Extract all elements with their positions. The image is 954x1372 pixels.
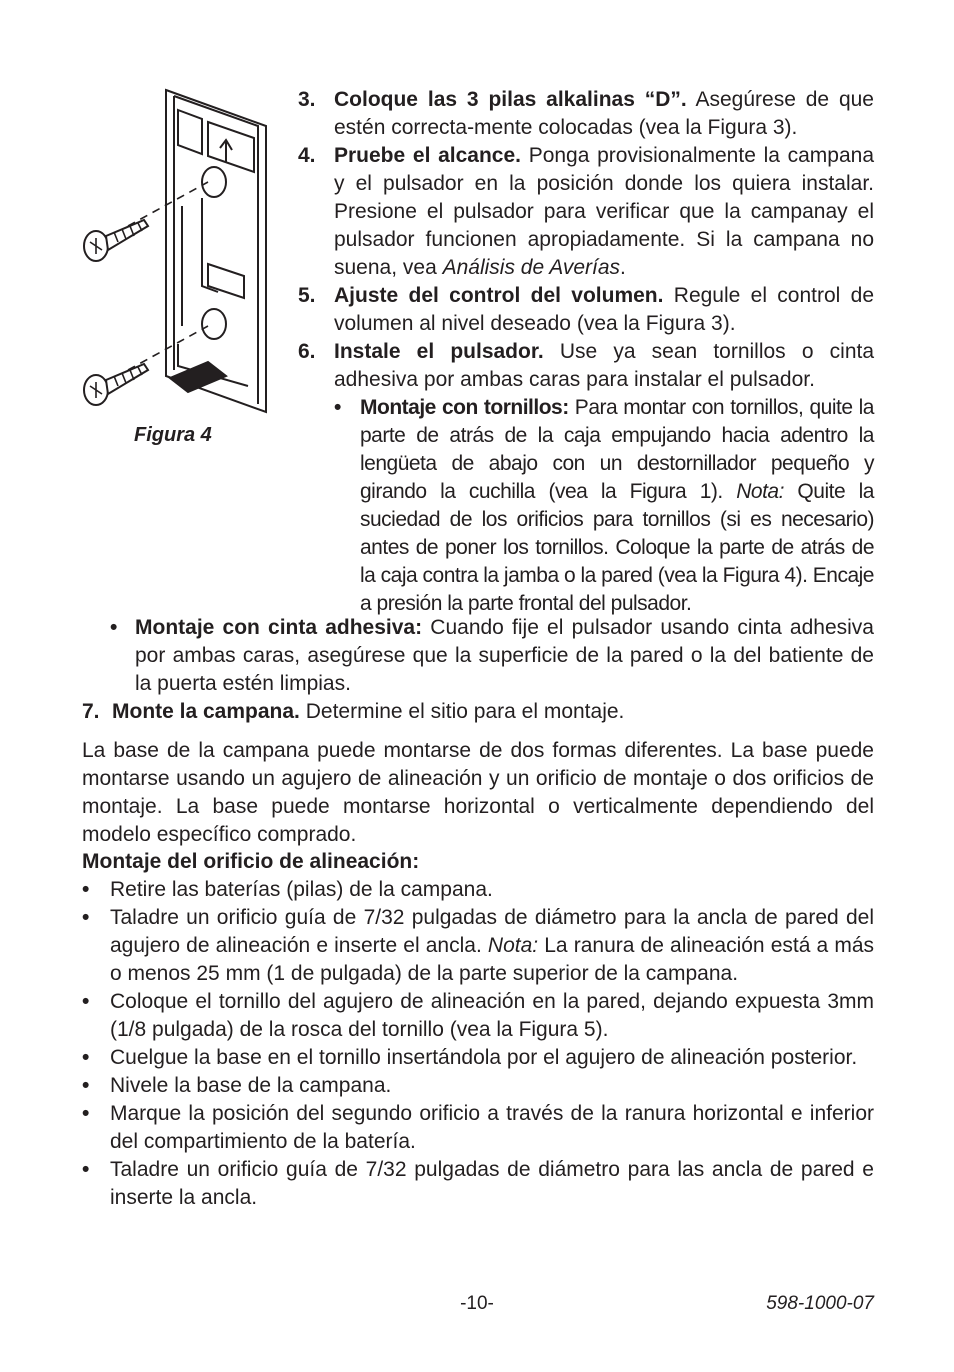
bullet-marker: • [110, 616, 118, 639]
note-label: Nota: [487, 934, 539, 957]
step-number: 7. [82, 700, 100, 723]
step-number: 4. [298, 144, 316, 167]
bullet-marker: • [82, 1158, 90, 1181]
step-title: Instale el pulsador. [334, 340, 544, 363]
list-item-text: Taladre un orificio guía de 7/32 pulgadas de diámetro para la ancla de pared del agujero de alineación e inserte el ancla. [110, 906, 874, 957]
bullet-screw-mounting [334, 394, 874, 618]
step-title: Coloque las 3 pilas alkalinas “D”. [334, 88, 687, 111]
list-item [82, 1156, 874, 1212]
step-reference: Análisis de Averías [442, 256, 621, 279]
bullet-marker: • [82, 990, 90, 1013]
bullet-marker: • [334, 396, 341, 419]
bullet-marker: • [82, 878, 90, 901]
note-label: Nota: [736, 480, 784, 503]
document-code: 598-1000-07 [766, 1293, 874, 1314]
page-number: -10- [460, 1293, 494, 1314]
push-button-mounting-diagram [78, 86, 278, 416]
bullet-marker: • [82, 1102, 90, 1125]
bullet-text: Para montar con tornillos, quite la parte de atrás de la caja empujando hacia adentro la lengüeta de abajo con un destornillador pequeño y girando la cuchilla (vea la Figura 1). [360, 396, 874, 503]
list-item [82, 876, 874, 904]
step-text: Asegúrese de que estén correcta-mente colocadas (vea la Figura 3). [334, 88, 874, 139]
list-item [82, 988, 874, 1044]
list-item-text: Cuelgue la base en el tornillo insertándola por el agujero de alineación posterior. [110, 1046, 858, 1069]
list-item [82, 904, 874, 988]
bullet-title: Montaje con cinta adhesiva: [135, 616, 423, 639]
step-4 [298, 142, 874, 282]
step-7 [82, 698, 874, 726]
step-text: Regule el control de volumen al nivel deseado (vea la Figura 3). [334, 284, 875, 335]
step-text: Ponga provisionalmente la campana y el pulsador en la posición donde los quiera instalar. Presione el pulsador para verificar que la campanay el pulsador funcionen apropiadamente. Si la campana no suena, vea [334, 144, 874, 279]
step-title: Monte la campana. [112, 700, 300, 723]
step-text: Use ya sean tornillos o cinta adhesiva por ambas caras para instalar el pulsador. [334, 340, 875, 391]
steps-list-top [298, 86, 874, 618]
figure-caption: Figura 4 [134, 424, 212, 446]
bullet-marker: • [82, 1074, 90, 1097]
bullet-text: Cuando fije el pulsador usando cinta adhesiva por ambas caras, asegúrese que la superficie de la pared o la del batiente de la puerta estén limpias. [135, 616, 874, 695]
bullet-tape-mounting [110, 614, 874, 698]
list-item-text-end: La ranura de alineación está a más o menos 25 mm (1 de pulgada) de la parte superior de la campana. [110, 934, 874, 985]
bullet-title: Montaje con tornillos: [360, 396, 569, 419]
alignment-section [82, 848, 874, 1212]
step-3 [298, 86, 874, 142]
body-paragraph: La base de la campana puede montarse de dos formas diferentes. La base puede montarse usando un agujero de alineación y un orificio de montaje o dos orificios de montaje. La base puede montarse horizontal o verticalmente dependiendo del modelo específico comprado. [82, 739, 874, 846]
figure-4-illustration [78, 86, 278, 416]
step-number: 5. [298, 284, 316, 307]
step-number: 6. [298, 340, 316, 363]
list-item [82, 1044, 874, 1072]
screw-lower-icon [84, 364, 148, 405]
step-number: 3. [298, 88, 316, 111]
list-item [82, 1072, 874, 1100]
list-item-text: Marque la posición del segundo orificio a través de la ranura horizontal e inferior del compartimiento de la batería. [110, 1102, 874, 1153]
list-item-text: Nivele la base de la campana. [110, 1074, 392, 1097]
step-title: Pruebe el alcance. [334, 144, 521, 167]
bullet-marker: • [82, 1046, 90, 1069]
list-item [82, 1100, 874, 1156]
step-6 [298, 338, 874, 394]
section-heading: Montaje del orificio de alineación: [82, 850, 420, 873]
step-5 [298, 282, 874, 338]
bullet-text-end: Quite la suciedad de los orificios para tornillos (si es necesario) antes de poner los tornillos. Coloque la parte de atrás de la caja contra la jamba o la pared (vea la Figura 4). Encaje a presión la parte frontal del pulsador. [360, 480, 874, 615]
list-item-text: Retire las baterías (pilas) de la campana. [110, 878, 493, 901]
screw-upper-icon [84, 220, 148, 261]
step-text: Determine el sitio para el montaje. [299, 700, 625, 723]
steps-list-bottom [82, 614, 874, 726]
step-title: Ajuste del control del volumen. [334, 284, 664, 307]
list-item-text: Coloque el tornillo del agujero de alineación en la pared, dejando expuesta 3mm (1/8 pulgada) de la rosca del tornillo (vea la Figura 5). [110, 990, 874, 1041]
step-text-end: . [620, 256, 626, 279]
list-item-text: Taladre un orificio guía de 7/32 pulgadas de diámetro para las ancla de pared e inserte la ancla. [110, 1158, 874, 1209]
bullet-marker: • [82, 906, 90, 929]
